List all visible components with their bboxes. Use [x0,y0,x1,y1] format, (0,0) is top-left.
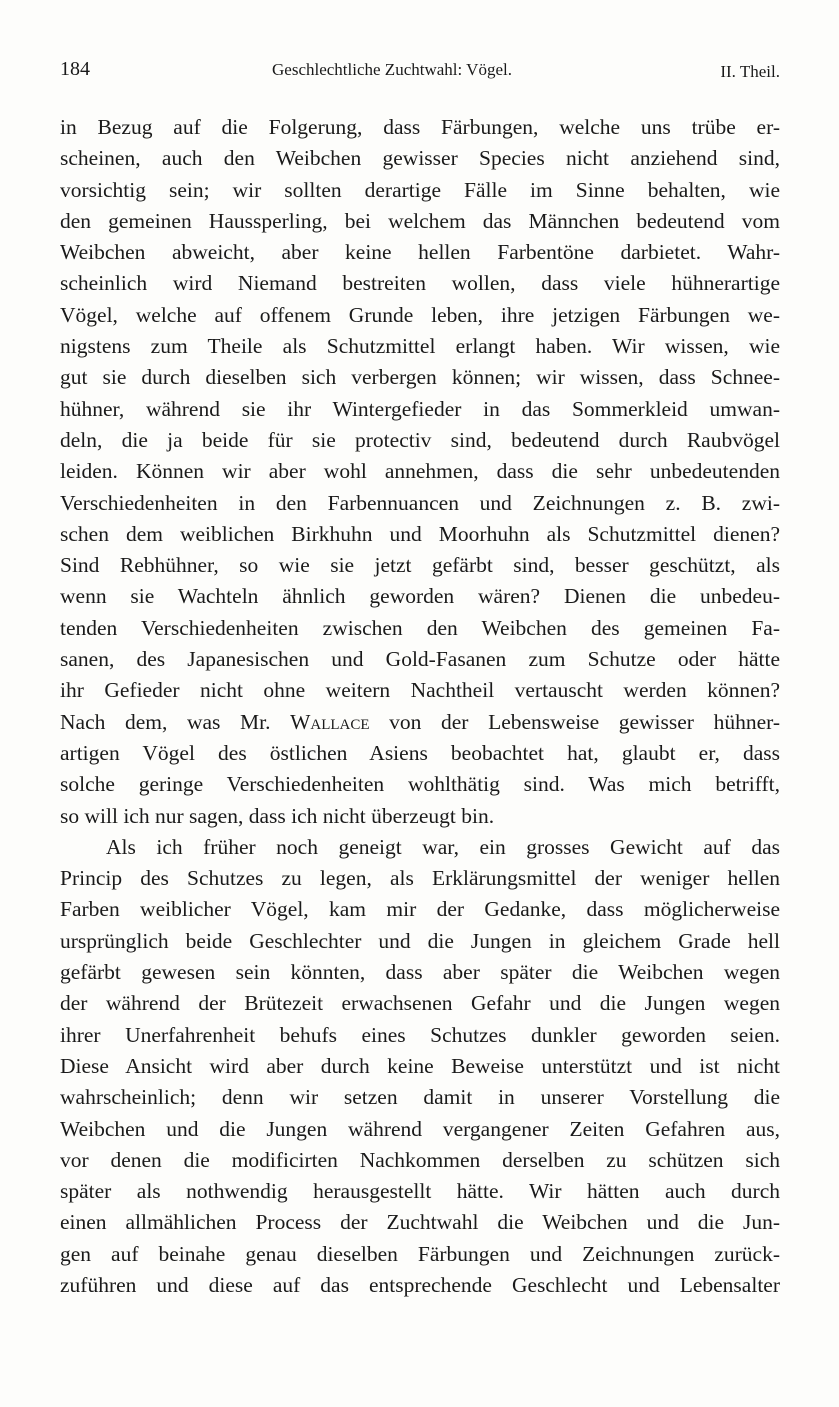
text-line: zuführen und diese auf das entsprechende Geschlecht und Lebensalter [60,1272,780,1297]
text-line [60,707,780,738]
text-line: den gemeinen Haussperling, bei welchem das Männchen bedeutend vom [60,208,780,233]
text-line: gefärbt gewesen sein könnten, dass aber später die Weibchen wegen [60,960,780,985]
text-line: vor denen die modificirten Nachkommen derselben zu schützen sich [60,1147,780,1172]
text-line: Farben weiblicher Vögel, kam mir der Gedanke, dass möglicherweise [60,897,780,922]
text-line: ihrer Unerfahrenheit behufs eines Schutzes dunkler geworden seien. [60,1022,780,1047]
chapter-title: Geschlechtliche Zuchtwahl: Vögel. [272,60,512,79]
text-line: gut sie durch dieselben sich verbergen können; wir wissen, dass Schnee- [60,365,780,390]
text-line: scheinlich wird Niemand bestreiten wollen, dass viele hühnerartige [60,271,780,296]
page-number: 184 [60,58,90,80]
text-line: vorsichtig sein; wir sollten derartige Fälle im Sinne behalten, wie [60,177,780,202]
text-line: sanen, des Japanesischen und Gold-Fasanen zum Schutze oder hätte [60,647,780,672]
text-line: einen allmählichen Process der Zuchtwahl die Weibchen und die Jun- [60,1210,780,1235]
text-segment: von der Lebensweise gewisser hühner- [369,709,780,734]
text-line: der während der Brütezeit erwachsenen Gefahr und die Jungen wegen [60,991,780,1016]
text-line: nigstens zum Theile als Schutzmittel erlangt haben. Wir wissen, wie [60,334,780,359]
text-line: Princip des Schutzes zu legen, als Erklärungsmittel der weniger hellen [60,866,780,891]
text-line: in Bezug auf die Folgerung, dass Färbungen, welche uns trübe er- [60,115,780,139]
text-line: Diese Ansicht wird aber durch keine Beweise unterstützt und ist nicht [60,1053,780,1078]
text-line: hühner, während sie ihr Wintergefieder in das Sommerkleid umwan- [60,396,780,421]
text-line: wahrscheinlich; denn wir setzen damit in unserer Vorstellung die [60,1085,780,1110]
text-line: tenden Verschiedenheiten zwischen den Weibchen des gemeinen Fa- [60,615,780,640]
text-line: solche geringe Verschiedenheiten wohlthätig sind. Was mich betrifft, [60,772,780,797]
running-head [60,58,780,88]
text-line: schen dem weiblichen Birkhuhn und Moorhuhn als Schutzmittel dienen? [60,521,780,546]
text-line: Verschiedenheiten in den Farbennuancen und Zeichnungen z. B. zwi- [60,490,780,515]
text-line: so will ich nur sagen, dass ich nicht überzeugt bin. [60,803,495,828]
text-line: Vögel, welche auf offenem Grunde leben, ihre jetzigen Färbungen we- [60,302,780,327]
text-line: Weibchen und die Jungen während vergangener Zeiten Gefahren aus, [60,1116,780,1141]
body-text [60,112,780,1301]
text-line: gen auf beinahe genau dieselben Färbungen und Zeichnungen zurück- [60,1241,780,1266]
text-line: ihr Gefieder nicht ohne weitern Nachtheil vertauscht werden können? [60,678,780,703]
text-segment: Nach dem, was Mr. [60,709,291,734]
text-line: deln, die ja beide für sie protectiv sind, bedeutend durch Raubvögel [60,427,780,452]
text-line: ursprünglich beide Geschlechter und die Jungen in gleichem Grade hell [60,928,780,953]
text-line: Sind Rebhühner, so wie sie jetzt gefärbt sind, besser geschützt, als [60,553,780,578]
text-line: artigen Vögel des östlichen Asiens beobachtet hat, glaubt er, dass [60,740,780,765]
text-line: scheinen, auch den Weibchen gewisser Species nicht anziehend sind, [60,146,780,171]
author-name: Wallace [290,709,370,734]
text-line: wenn sie Wachteln ähnlich geworden wären? Dienen die unbedeu- [60,584,780,609]
text-line: Weibchen abweicht, aber keine hellen Farbentöne darbietet. Wahr- [60,240,780,265]
part-label: II. Theil. [720,62,780,81]
text-line: Als ich früher noch geneigt war, ein grosses Gewicht auf das [106,834,780,859]
text-line: leiden. Können wir aber wohl annehmen, dass die sehr unbedeutenden [60,459,780,484]
text-line: später als nothwendig herausgestellt hätte. Wir hätten auch durch [60,1179,780,1204]
